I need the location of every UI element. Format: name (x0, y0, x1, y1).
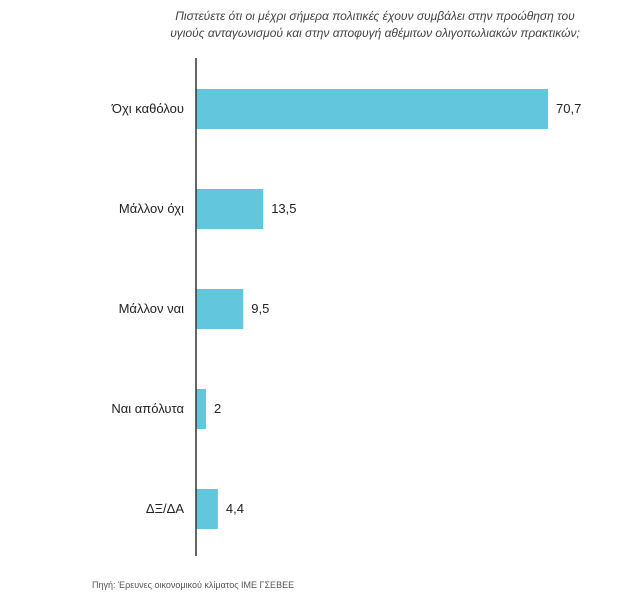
bar-3 (196, 289, 243, 329)
category-label-5: ΔΞ/ΔΑ (145, 501, 184, 516)
value-label-2: 13,5 (271, 201, 297, 216)
value-label-3: 9,5 (251, 301, 270, 316)
category-label-2: Μάλλον όχι (118, 201, 184, 216)
category-label-4: Ναι απόλυτα (111, 401, 184, 416)
category-label-3: Μάλλον ναι (118, 301, 184, 316)
bar-2 (196, 189, 263, 229)
category-label-1: Όχι καθόλου (111, 101, 184, 116)
value-label-5: 4,4 (225, 501, 244, 516)
bar-4 (196, 389, 206, 429)
bar-5 (196, 489, 218, 529)
chart-title-line-1: Πιστεύετε ότι οι μέχρι σήμερα πολιτικές έχουν συμβάλει στην προώθηση του (175, 9, 575, 23)
value-label-4: 2 (213, 401, 222, 416)
bar-1 (196, 89, 548, 129)
chart-title-line-2: υγιούς ανταγωνισμού και στην αποφυγή αθέμιτων ολιγοπωλιακών πρακτικών; (170, 26, 580, 40)
value-label-1: 70,7 (556, 101, 582, 116)
source-note: Πηγή: Έρευνες οικονομικού κλίματος ΙΜΕ ΓΣΕΒΕΕ (92, 580, 295, 590)
